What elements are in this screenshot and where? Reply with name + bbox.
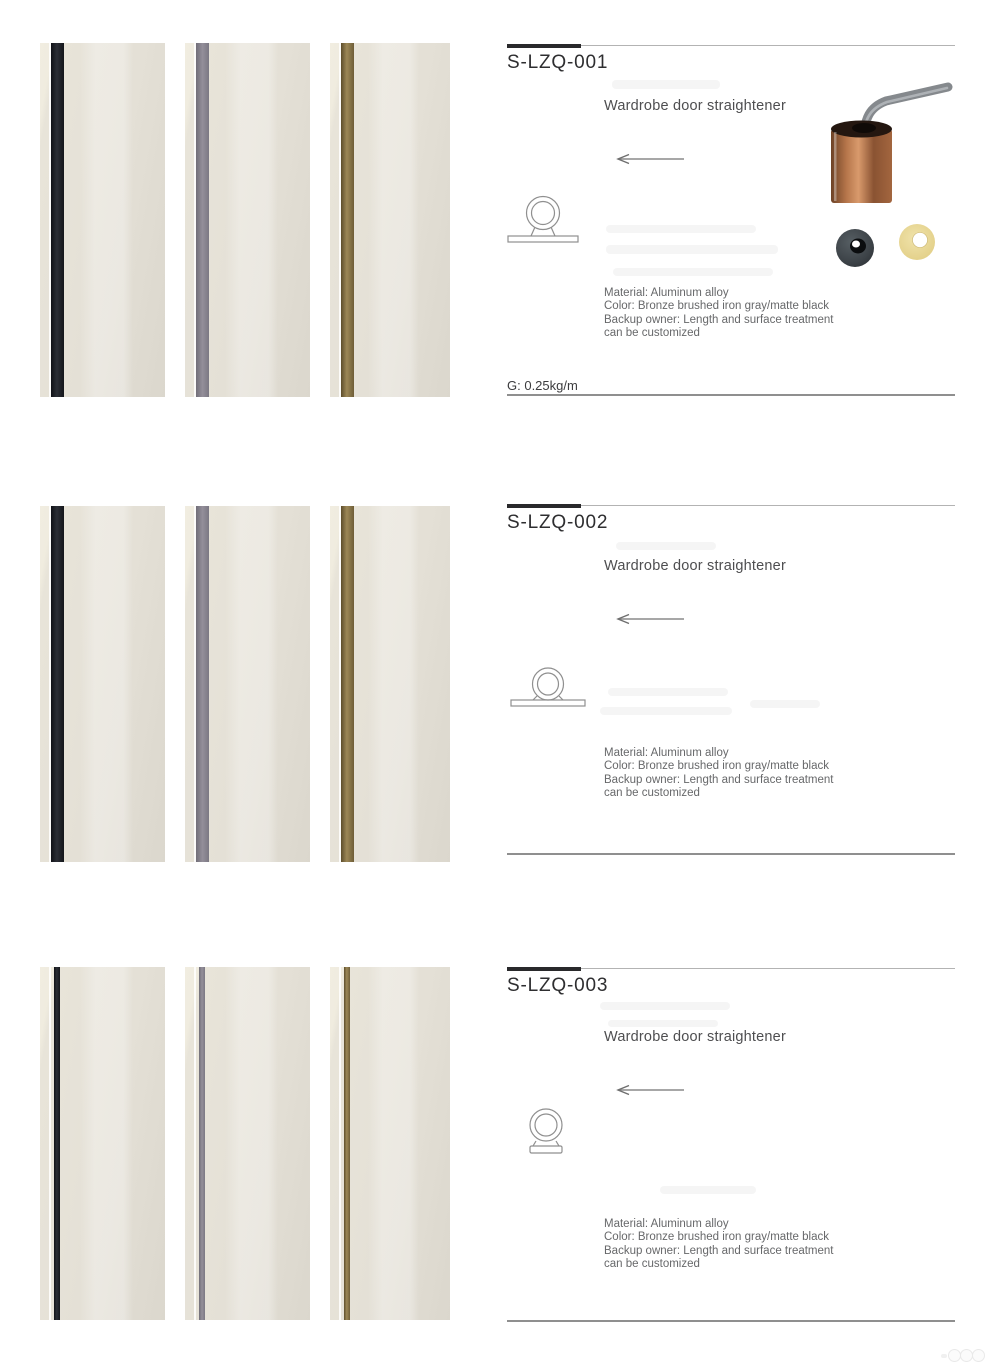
door-panel-iron-gray: [185, 43, 310, 397]
panel-sheen: [80, 43, 133, 397]
spec-backup: Backup owner: Length and surface treatment: [604, 773, 834, 786]
spec-backup: Backup owner: Length and surface treatment: [604, 1244, 834, 1257]
door-panel-bronze: [330, 967, 450, 1320]
panel-edge: [49, 967, 51, 1320]
ghost-smudge: [600, 1002, 730, 1010]
spec-material: Material: Aluminum alloy: [604, 747, 729, 759]
profile-section-icon: [524, 1106, 568, 1156]
ghost-smudge: [600, 707, 732, 715]
rule-accent: [507, 44, 581, 48]
spec-color: Color: Bronze brushed iron gray/matte black: [604, 760, 829, 773]
product-photo: [828, 80, 960, 285]
spec-backup: Backup owner: Length and surface treatment: [604, 313, 834, 326]
profile-section-icon: [505, 192, 583, 250]
finish-strip-black: [54, 967, 60, 1320]
section-code: S-LZQ-002: [507, 512, 609, 533]
door-panel-bronze: [330, 43, 450, 397]
section-bottom-rule: [507, 394, 955, 396]
rule-line: [581, 45, 955, 46]
door-panel-matte-black: [40, 506, 165, 862]
door-panel-matte-black: [40, 43, 165, 397]
spec-block: [604, 287, 844, 341]
section-subtitle: Wardrobe door straightener: [604, 1029, 786, 1045]
ghost-smudge: [660, 1186, 756, 1194]
ghost-smudge: [606, 225, 756, 233]
section-subtitle: Wardrobe door straightener: [604, 98, 786, 114]
rule-accent: [507, 504, 581, 508]
spec-material: Material: Aluminum alloy: [604, 1218, 729, 1230]
section-subtitle: Wardrobe door straightener: [604, 558, 786, 574]
panel-sheen: [80, 506, 133, 862]
panel-edge: [194, 967, 196, 1320]
finish-strip-bronze: [341, 43, 354, 397]
door-panel-bronze: [330, 506, 450, 862]
panel-sheen: [225, 506, 278, 862]
panel-sheen: [368, 43, 418, 397]
door-panel-matte-black: [40, 967, 165, 1320]
section-header-rule: [507, 44, 955, 48]
finish-strip-bronze: [344, 967, 350, 1320]
ghost-smudge: [750, 700, 820, 708]
door-panel-iron-gray: [185, 967, 310, 1320]
spec-block: [604, 747, 844, 801]
spec-material: Material: Aluminum alloy: [604, 287, 729, 299]
weight-label: G: 0.25kg/m: [507, 378, 578, 393]
ghost-smudge: [608, 1020, 718, 1027]
spec-color: Color: Bronze brushed iron gray/matte black: [604, 300, 829, 313]
spec-backup-cont: can be customized: [604, 787, 700, 800]
finish-strip-black: [51, 43, 64, 397]
ghost-smudge: [608, 688, 728, 696]
watermark-circle: [972, 1349, 985, 1362]
ghost-smudge: [613, 268, 773, 276]
arrow-left-icon: [608, 1083, 686, 1097]
panel-sheen: [368, 506, 418, 862]
rule-line: [581, 505, 955, 506]
finish-strip-black: [51, 506, 64, 862]
arrow-left-icon: [608, 152, 686, 166]
door-panel-iron-gray: [185, 506, 310, 862]
section-header-rule: [507, 504, 955, 508]
spec-block: [604, 1218, 844, 1272]
profile-section-icon: [508, 664, 588, 712]
panel-sheen: [225, 43, 278, 397]
rule-line: [581, 968, 955, 969]
ghost-smudge: [616, 542, 716, 550]
ghost-smudge: [612, 80, 720, 89]
section-header-rule: [507, 967, 955, 971]
finish-strip-gray: [196, 43, 209, 397]
watermark-dot: [941, 1354, 947, 1358]
ghost-smudge: [606, 245, 778, 254]
finish-strip-gray: [199, 967, 205, 1320]
finish-strip-bronze: [341, 506, 354, 862]
panel-sheen: [368, 967, 418, 1320]
section-code: S-LZQ-001: [507, 52, 609, 73]
finish-strip-gray: [196, 506, 209, 862]
spec-backup-cont: can be customized: [604, 1258, 700, 1271]
section-bottom-rule: [507, 1320, 955, 1322]
section-bottom-rule: [507, 853, 955, 855]
watermark-circles: [941, 1349, 985, 1362]
panel-sheen: [80, 967, 133, 1320]
panel-edge: [339, 967, 341, 1320]
arrow-left-icon: [608, 612, 686, 626]
panel-sheen: [225, 967, 278, 1320]
rule-accent: [507, 967, 581, 971]
spec-backup-cont: can be customized: [604, 327, 700, 340]
spec-color: Color: Bronze brushed iron gray/matte black: [604, 1231, 829, 1244]
section-code: S-LZQ-003: [507, 975, 609, 996]
